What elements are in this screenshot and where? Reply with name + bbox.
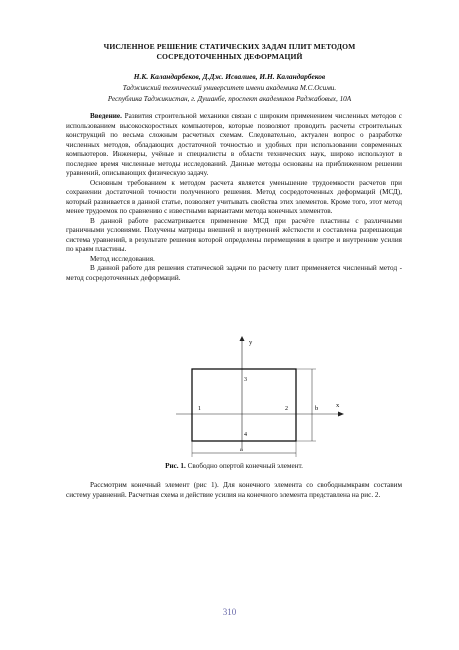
node-label-bottom: 4 [244, 432, 247, 438]
paper-title [60, 42, 399, 62]
authors: Н.К. Каландарбеков, Д.Дж. Исвалиев, И.Н. Каландарбеков [133, 72, 326, 81]
node-label-left: 1 [198, 406, 201, 412]
y-axis-arrow [240, 336, 245, 341]
paragraph-6: Рассмотрим конечный элемент (рис 1). Для конечного элемента со свободнымкраям составим систему уравнений. Расчетная схема и действие усилия на конечного элемента представлена на рис. 2. [66, 481, 402, 499]
node-label-right: 2 [285, 406, 288, 412]
y-axis-label: y [249, 339, 253, 346]
body-block-2 [66, 481, 402, 500]
affiliation [58, 83, 401, 104]
dimension-b-label: b [315, 405, 319, 412]
x-axis-arrow [338, 412, 344, 417]
node-label-top: 3 [244, 377, 247, 383]
page-number: 310 [222, 607, 237, 617]
dimension-a-label: a [240, 446, 243, 453]
paragraph-1-text: Развития строительной механики связан с широким применением численных методов с использованием высокоскоростных компьютеров, которые позволяют проводить расчеты строительных конструкций по весьма сложным расчетных схемам. Следовательно, актуален вопрос о разработке численных методов, обладающих достаточной точностью и удобных при использовании современных компьютеров. Инженеры, учёные и специалисты в области технических наук, широко используют в последнее время численные методы исследований. Данные методы основаны на приближенном решении уравнений, описывающих физическую задачу. [66, 112, 402, 177]
body-block-1 [66, 112, 402, 283]
figure-caption [66, 461, 402, 471]
paragraph-5: В данной работе для решения статической задачи по расчету плит применяется численный метод - метод сосредоточенных деформаций. [66, 264, 402, 282]
x-axis-label: x [336, 402, 340, 409]
title-line-1: ЧИСЛЕННОЕ РЕШЕНИЕ СТАТИЧЕСКИХ ЗАДАЧ ПЛИТ МЕТОДОМ [103, 42, 356, 51]
figure-caption-text: Свободно опертой конечный элемент. [185, 462, 303, 470]
affiliation-line-1: Таджикский технический университет имени академика М.С.Осими. [122, 84, 337, 92]
paragraph-3: В данной работе рассматривается применение МСД при расчёте пластины с различными граничными условиями. Получены матрицы внешней и внутренней жёсткости и составлена разрешающая система уравнений, в результате решения которой определены перемещения в центре и внутренние усилия по краям пластины. [66, 216, 402, 253]
paragraph-2: Основным требованием к методом расчета является уменьшение трудоемкости расчетов при сохранении достаточной точности полученного решения. Метод сосредоточенных деформаций (МСД), который развивается в данной статье, позволяет учитывать свойства этих элементов. Кроме того, этот метод менее трудоемок по сравнению с известными вариантами метода конечных элементов. [66, 178, 402, 215]
intro-label: Введение. [90, 112, 122, 120]
title-line-2: СОСРЕДОТОЧЕННЫХ ДЕФОРМАЦИЙ [156, 52, 303, 61]
affiliation-line-2: Республика Таджикистан, г. Душанбе, проспект академиков Раджабовых, 10А [107, 94, 352, 103]
figure-caption-label: Рис. 1. [165, 462, 186, 470]
paragraph-introduction [66, 112, 402, 179]
finite-element-figure [176, 336, 346, 462]
paragraph-4: Метод исследования. [90, 254, 155, 263]
